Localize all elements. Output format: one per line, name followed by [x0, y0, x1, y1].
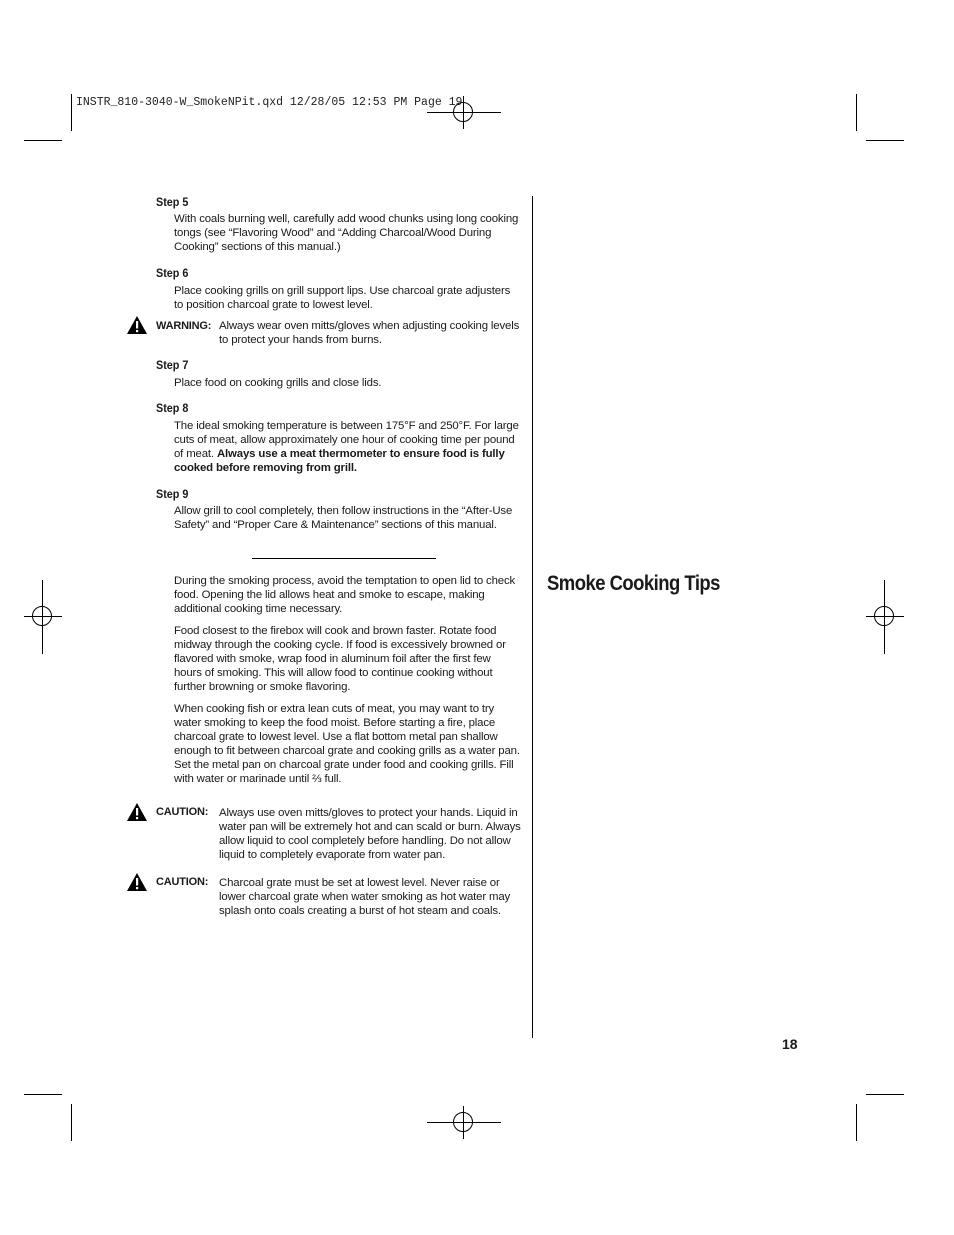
- caution-icon: [126, 872, 148, 892]
- file-slug: INSTR_810-3040-W_SmokeNPit.qxd 12/28/05 12:53 PM Page 19: [76, 96, 463, 109]
- step-text-regular: The ideal smoking temperature is between 175°F and 250°F. For large cuts of meat, allow approximately one hour of cooking time per pound of meat.: [174, 420, 519, 460]
- caution-label: CAUTION:: [156, 806, 209, 818]
- step-text: Place food on cooking grills and close lids.: [174, 377, 382, 389]
- warning-label: WARNING:: [156, 320, 212, 332]
- page-number: 18: [782, 1036, 798, 1052]
- caution-text: Charcoal grate must be set at lowest level. Never raise or lower charcoal grate when water smoking as hot water may splash onto coals creating a burst of hot steam and coals.: [219, 877, 511, 917]
- step-text: With coals burning well, carefully add wood chunks using long cooking tongs (see “Flavoring Wood” and “Adding Charcoal/Wood During Cooking” sections of this manual.): [174, 213, 519, 253]
- caution-icon: [126, 802, 148, 822]
- tip-paragraph: When cooking fish or extra lean cuts of meat, you may want to try water smoking to keep the food moist. Before starting a fire, place charcoal grate to lowest level. Use a flat bottom metal pan shallow enough to fit between charcoal grate and cooking grills as a water pan. Set the metal pan on charcoal grate under food and cooking grills. Fill with water or marinade until ⅔ full.: [174, 703, 520, 785]
- step-heading: Step 7: [156, 358, 189, 372]
- caution-text: Always use oven mitts/gloves to protect your hands. Liquid in water pan will be extremely hot and can scald or burn. Always allow liquid to cool completely before handling. Do not allow liquid to completely evaporate from water pan.: [219, 807, 521, 861]
- tip-paragraph: Food closest to the firebox will cook and brown faster. Rotate food midway through the cooking cycle. If food is excessively browned or flavored with smoke, wrap food in aluminum foil after the first few hours of smoking. This will allow food to continue cooking without further browning or smoke flavoring.: [174, 625, 506, 693]
- tip-paragraph: During the smoking process, avoid the temptation to open lid to check food. Opening the lid allows heat and smoke to escape, making additional cooking time necessary.: [174, 575, 516, 615]
- step-heading: Step 9: [156, 487, 189, 501]
- tips-body: [174, 574, 520, 794]
- step-heading: Step 6: [156, 266, 189, 280]
- caution-label: CAUTION:: [156, 876, 209, 888]
- warning-icon: [126, 315, 148, 335]
- step-heading: Step 5: [156, 195, 189, 209]
- section-title: Smoke Cooking Tips: [547, 572, 720, 595]
- step-text: Allow grill to cool completely, then follow instructions in the “After-Use Safety” and “Proper Care & Maintenance” sections of this manual.: [174, 505, 513, 531]
- step-text: [174, 419, 520, 475]
- step-heading: Step 8: [156, 401, 189, 415]
- section-rule: [252, 558, 436, 559]
- step-text-bold: Always use a meat thermometer to ensure food is fully cooked before removing from grill.: [174, 448, 505, 474]
- column-divider: [532, 196, 533, 1038]
- step-text: Place cooking grills on grill support lips. Use charcoal grate adjusters to position charcoal grate to lowest level.: [174, 285, 511, 311]
- warning-text: Always wear oven mitts/gloves when adjusting cooking levels to protect your hands from burns.: [219, 320, 520, 346]
